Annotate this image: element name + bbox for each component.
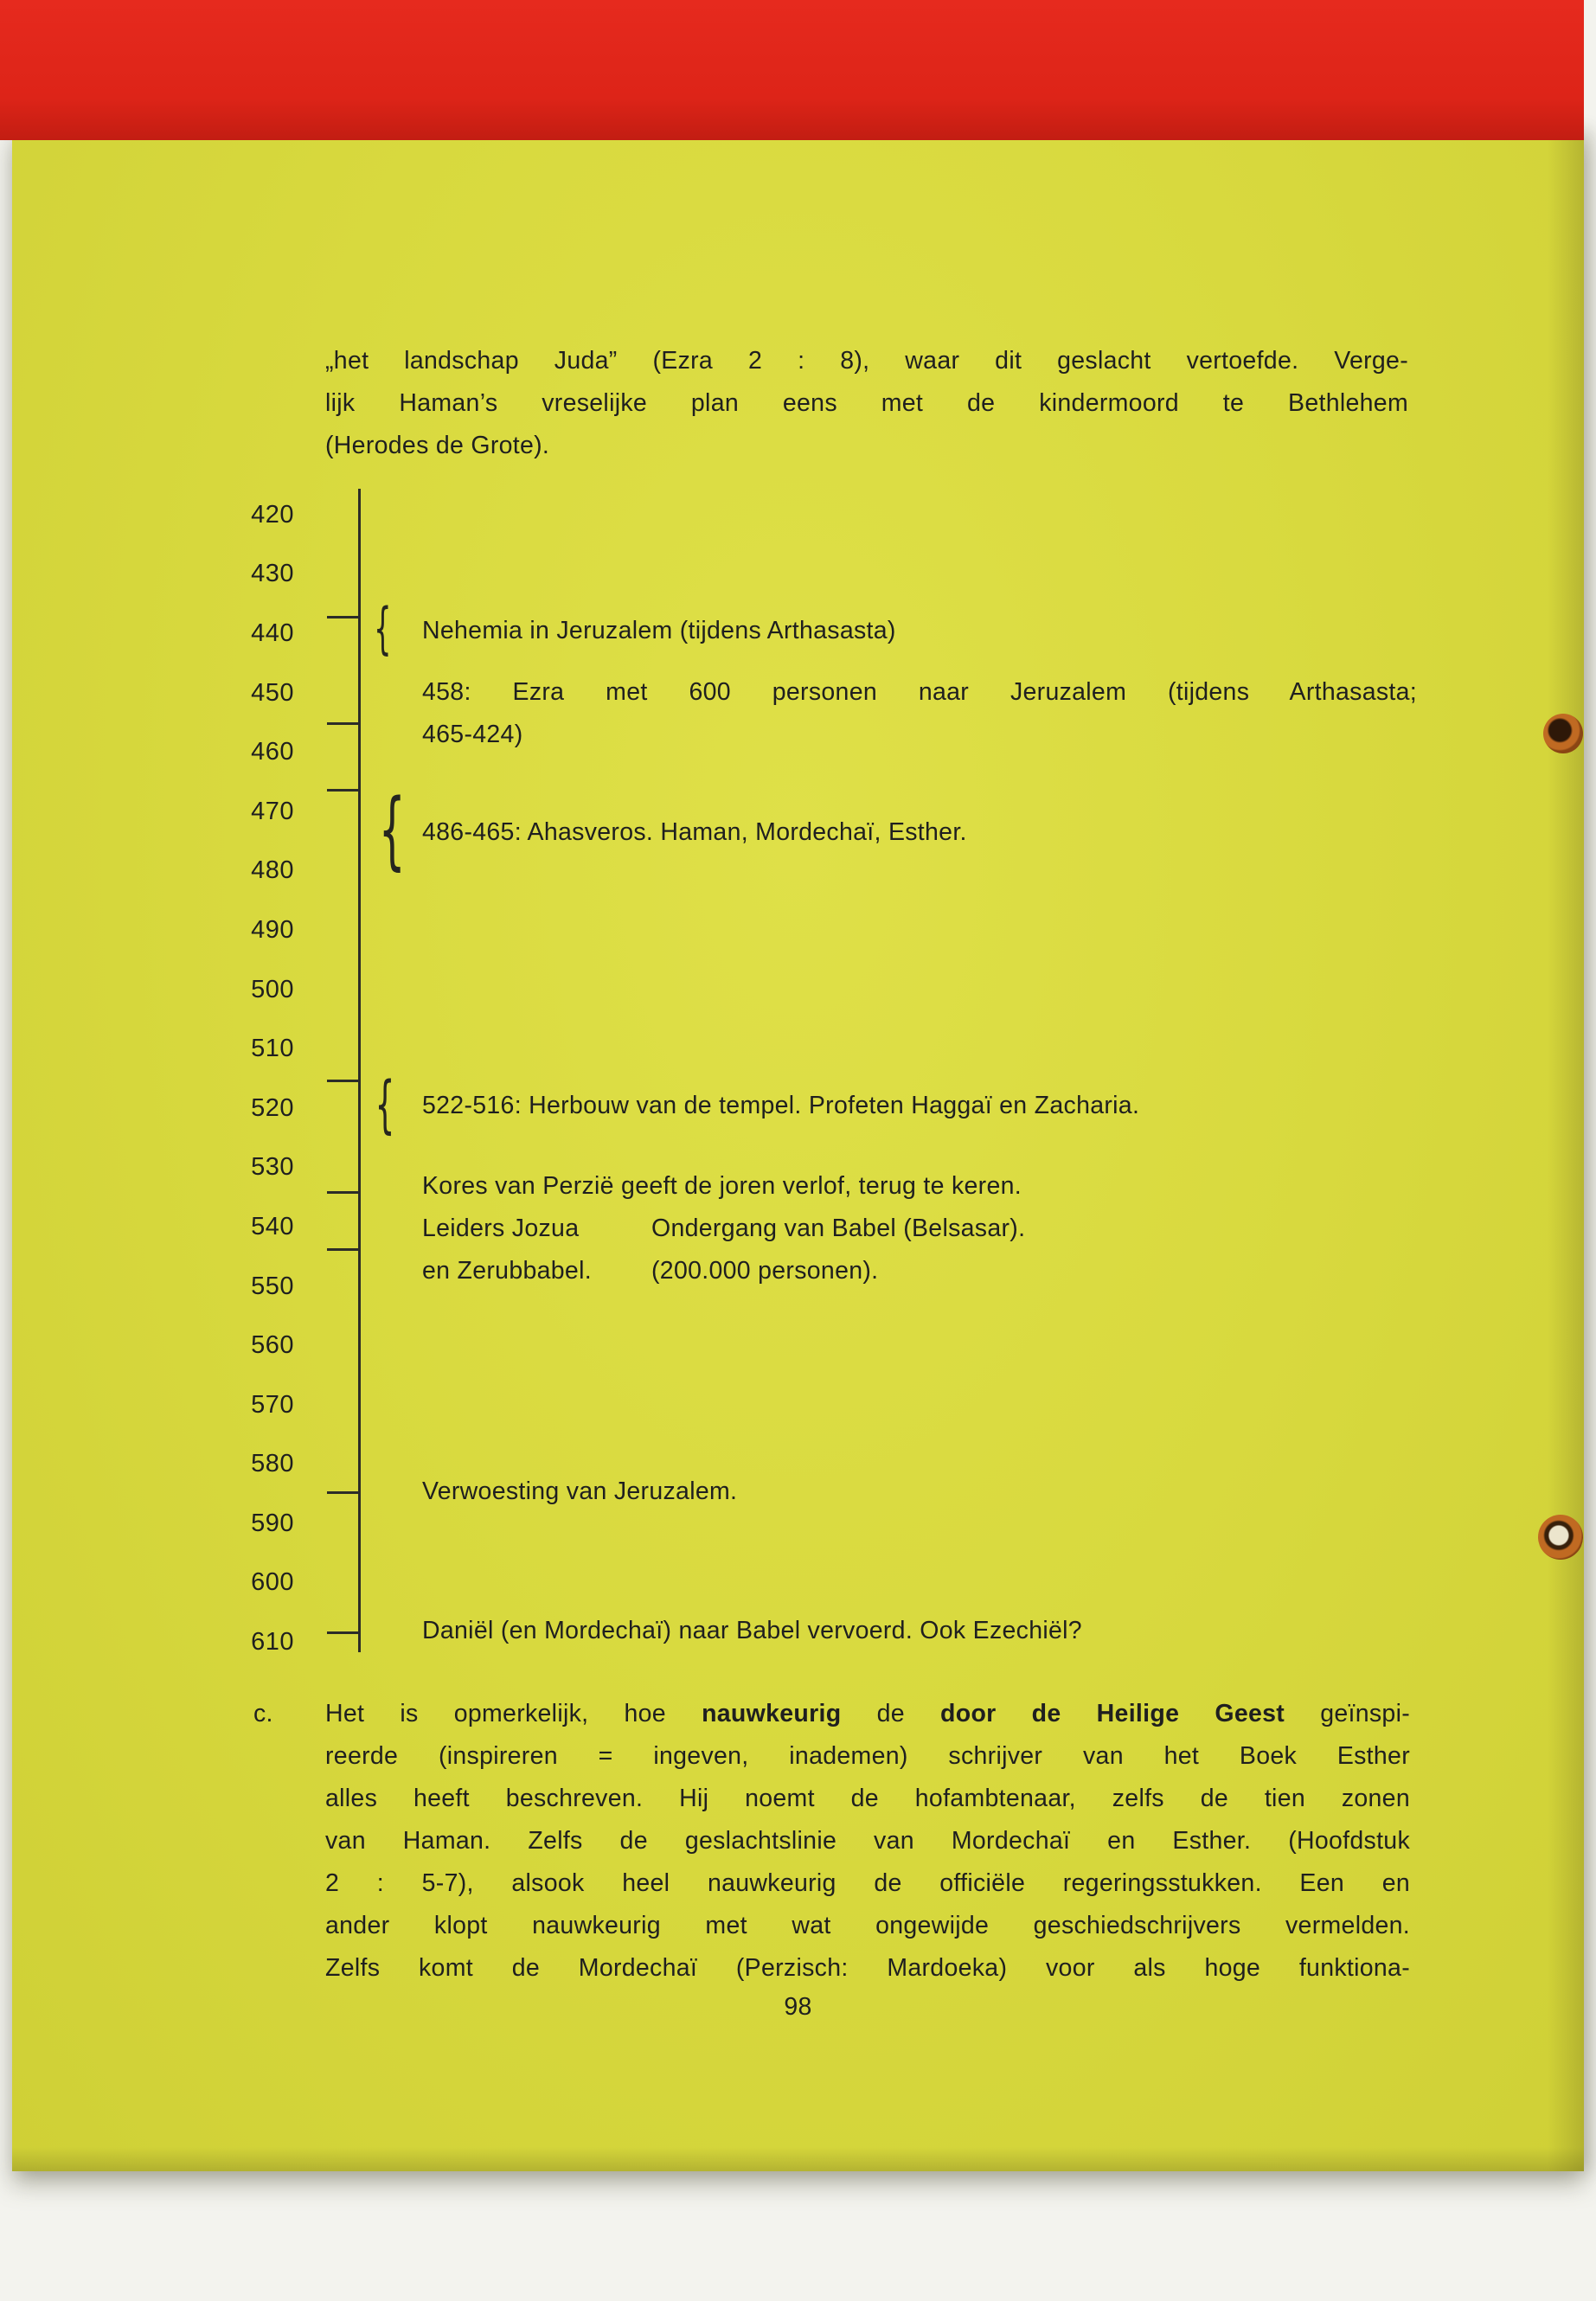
paragraph-c-line-6: ander klopt nauwkeurig met wat ongewijde geschiedschrijvers vermelden. xyxy=(325,1912,1410,1939)
intro-line-3: (Herodes de Grote). xyxy=(325,432,550,459)
paragraph-c xyxy=(253,1693,1413,1990)
annotation-kores-line-1: Kores van Perzië geeft de joren verlof, terug te keren. xyxy=(422,1172,1022,1200)
timeline-year: 610 xyxy=(251,1628,294,1657)
timeline-tick xyxy=(327,1191,358,1194)
annotation-tempel: 522-516: Herbouw van de tempel. Profeten Haggaï en Zacharia. xyxy=(422,1092,1140,1119)
intro-line-2: lijk Haman’s vreselijke plan eens met de kindermoord te Bethlehem xyxy=(325,389,1408,417)
paragraph-c-line-2: reerde (inspireren = ingeven, inademen) schrijver van het Boek Esther xyxy=(325,1742,1410,1770)
timeline-axis-line xyxy=(358,489,361,1652)
binder-hole-icon xyxy=(1543,714,1583,753)
timeline-tick xyxy=(327,616,358,619)
timeline-year: 540 xyxy=(251,1212,294,1240)
brace-icon: { xyxy=(378,781,406,881)
paragraph-c-line-4: van Haman. Zelfs de geslachtslinie van Mordechaï en Esther. (Hoofdstuk xyxy=(325,1827,1410,1855)
timeline-year: 590 xyxy=(251,1509,294,1537)
timeline-year: 570 xyxy=(251,1390,294,1419)
timeline-year: 580 xyxy=(251,1450,294,1478)
annotation-verwoesting: Verwoesting van Jeruzalem. xyxy=(422,1477,738,1505)
timeline-year-column xyxy=(156,485,294,1672)
timeline-year: 600 xyxy=(251,1568,294,1597)
paragraph-c-line-7: Zelfs komt de Mordechaï (Perzisch: Mardoeka) voor als hoge funktiona- xyxy=(325,1954,1410,1982)
annotation-daniel: Daniël (en Mordechaï) naar Babel vervoerd. Ook Ezechiël? xyxy=(422,1617,1082,1644)
annotation-ezra-line-1: 458: Ezra met 600 personen naar Jeruzalem (tijdens Arthasasta; xyxy=(422,678,1417,706)
annotation-kores-line-2 xyxy=(422,1208,1417,1250)
page-number: 98 xyxy=(784,1993,812,2021)
annotation-kores xyxy=(422,1165,1417,1292)
red-top-strip xyxy=(0,0,1584,140)
timeline-year: 440 xyxy=(251,619,294,647)
timeline-tick xyxy=(327,789,358,792)
binder-hole-icon xyxy=(1538,1515,1583,1560)
annotation-nehemia: Nehemia in Jeruzalem (tijdens Arthasasta) xyxy=(422,617,896,644)
timeline-tick xyxy=(327,1080,358,1082)
annotation-kores-line-3-left: en Zerubbabel. xyxy=(422,1257,592,1285)
annotation-ahasveros: 486-465: Ahasveros. Haman, Mordechaï, Esther. xyxy=(422,818,967,846)
annotation-kores-line-2-left: Leiders Jozua xyxy=(422,1215,580,1242)
annotation-kores-line-3 xyxy=(422,1250,1417,1292)
timeline-year: 460 xyxy=(251,738,294,766)
timeline-year: 500 xyxy=(251,975,294,1003)
timeline-year: 510 xyxy=(251,1035,294,1063)
paragraph-c-line-1: Het is opmerkelijk, hoe nauwkeurig de door de Heilige Geest geïnspi- xyxy=(325,1700,1411,1727)
timeline-year: 430 xyxy=(251,560,294,588)
annotation-kores-line-3-right: (200.000 personen). xyxy=(651,1257,879,1285)
timeline-tick xyxy=(327,1491,358,1494)
timeline-year: 530 xyxy=(251,1153,294,1182)
timeline-tick xyxy=(327,1248,358,1251)
paragraph-c-line-5: 2 : 5-7), alsook heel nauwkeurig de officiële regeringsstukken. Een en xyxy=(325,1869,1410,1897)
paragraph-c-line-3: alles heeft beschreven. Hij noemt de hofambtenaar, zelfs de tien zonen xyxy=(325,1785,1410,1812)
timeline-year: 470 xyxy=(251,797,294,825)
annotation-ezra-line-2: 465-424) xyxy=(422,721,523,748)
paragraph-c-marker: c. xyxy=(253,1700,273,1727)
timeline-year: 450 xyxy=(251,678,294,707)
brace-icon: { xyxy=(375,1067,395,1141)
brace-icon: { xyxy=(374,597,392,662)
annotation-ezra xyxy=(422,671,1417,756)
timeline-year: 420 xyxy=(251,500,294,529)
timeline-year: 480 xyxy=(251,856,294,885)
intro-paragraph xyxy=(325,340,1408,467)
timeline-year: 490 xyxy=(251,915,294,944)
paragraph-c-body xyxy=(325,1693,1410,1990)
timeline-tick xyxy=(327,1631,358,1634)
annotation-kores-line-2-right: Ondergang van Babel (Belsasar). xyxy=(651,1215,1026,1242)
timeline-year: 550 xyxy=(251,1272,294,1300)
intro-line-1: „het landschap Juda” (Ezra 2 : 8), waar dit geslacht vertoefde. Verge- xyxy=(325,347,1408,375)
timeline-tick xyxy=(327,722,358,725)
timeline-year: 520 xyxy=(251,1093,294,1122)
timeline-year: 560 xyxy=(251,1331,294,1360)
